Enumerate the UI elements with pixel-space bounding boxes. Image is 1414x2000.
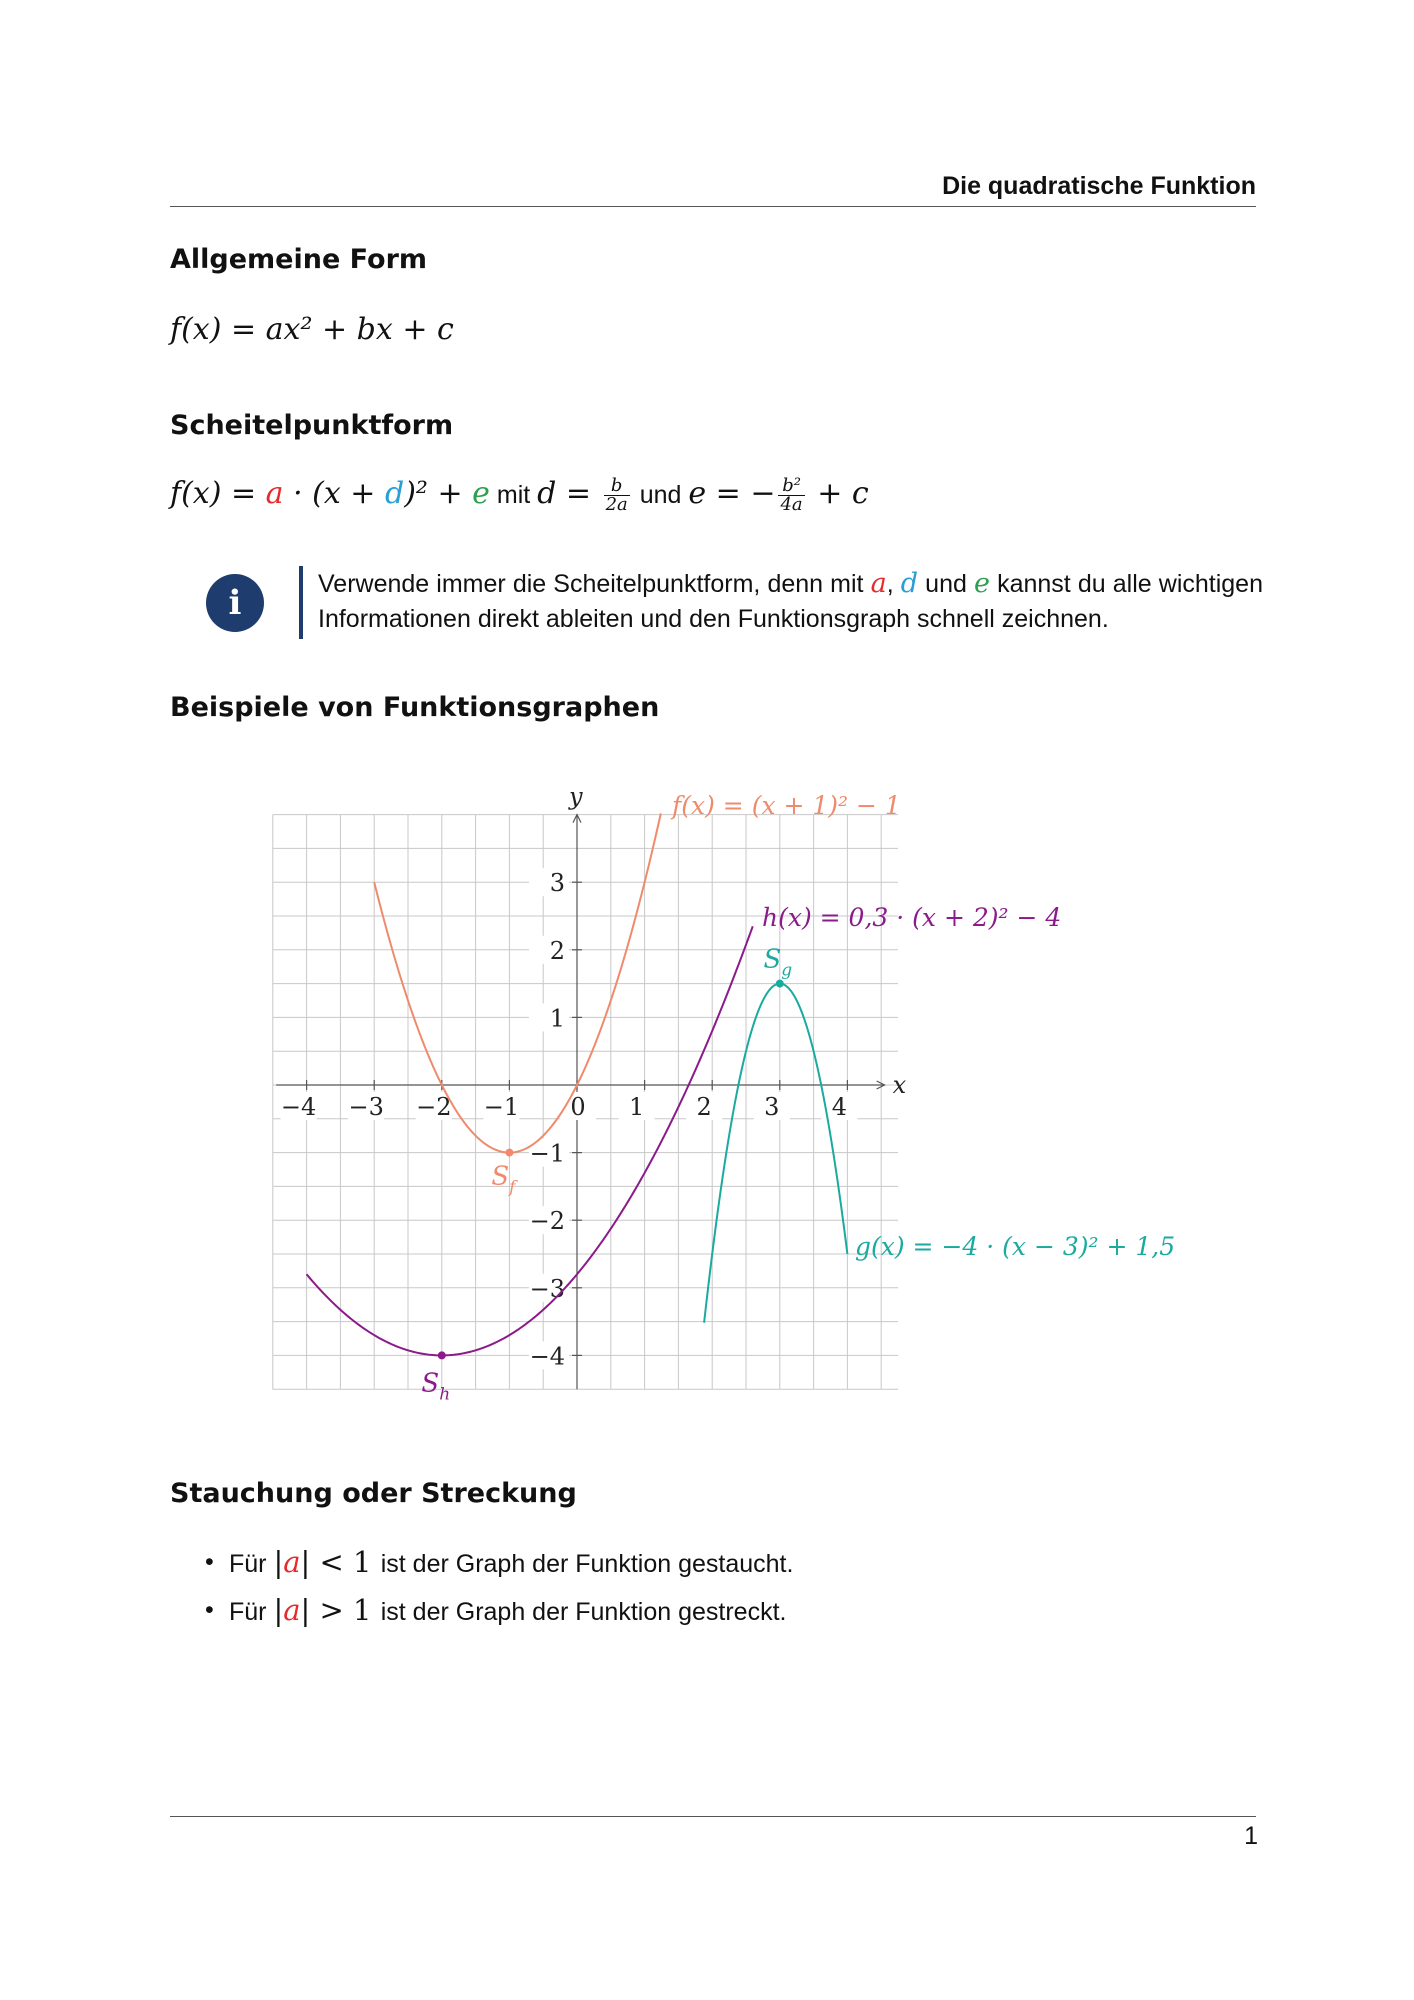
vf-f: f(x) =	[170, 476, 266, 511]
vertex-label: $S_g$	[763, 944, 793, 981]
x-tick-label: −4	[280, 1093, 317, 1121]
y-tick-label: −4	[529, 1342, 565, 1371]
vf-d: d	[384, 476, 405, 511]
item-rel: < 1	[310, 1545, 381, 1579]
item-post: ist der Graph der Funktion gestreckt.	[380, 1598, 787, 1626]
list-item	[205, 1586, 793, 1634]
abs-close: |	[300, 1545, 311, 1579]
vf-a: a	[265, 476, 284, 511]
heading-stretch: Stauchung oder Streckung	[170, 1478, 577, 1509]
vf-e: e	[472, 476, 490, 511]
vf-dot: · (x +	[283, 476, 385, 511]
stretch-list	[205, 1538, 793, 1634]
x-tick-label: 3	[764, 1093, 780, 1121]
series-label: h(x) = 0,3 · (x + 2)² − 4	[762, 903, 1062, 932]
x-tick-label: 2	[696, 1093, 712, 1121]
item-a: a	[283, 1593, 301, 1627]
info-und: und	[918, 570, 974, 598]
info-d: d	[900, 568, 919, 599]
vf-d-num: b	[604, 477, 630, 496]
vertex-label-sub: h	[439, 1384, 451, 1405]
item-pre: Für	[229, 1598, 274, 1626]
page-title: Die quadratische Funktion	[942, 172, 1256, 200]
y-axis-label: y	[569, 782, 583, 811]
list-item	[205, 1538, 793, 1586]
info-a: a	[870, 568, 887, 599]
vertex-label: $S_h$	[421, 1368, 451, 1405]
x-tick-label: −1	[483, 1093, 520, 1121]
abs-close: |	[300, 1593, 311, 1627]
series-line	[704, 984, 847, 1323]
info-text-part1: Verwende immer die Scheitelpunktform, denn mit	[318, 570, 871, 598]
x-axis-label: x	[892, 1071, 907, 1099]
x-tick-label: −3	[348, 1093, 384, 1121]
vertex-label-sub: f	[509, 1177, 516, 1198]
page-footer	[170, 1816, 1256, 1817]
heading-general-form: Allgemeine Form	[170, 244, 428, 275]
info-comma: ,	[886, 570, 901, 598]
vf-e-eq: e = −	[688, 476, 776, 511]
vf-plus-c: + c	[807, 476, 869, 511]
vertex-point	[776, 980, 784, 988]
vf-und: und	[632, 481, 689, 509]
vf-sq: )² +	[404, 476, 473, 511]
vf-e-num: b²	[778, 477, 804, 496]
formula-lhs: f(x) =	[170, 312, 266, 347]
vertex-point	[438, 1351, 446, 1359]
formula-rhs: ax² + bx + c	[265, 312, 454, 347]
vertex-label-sub: g	[781, 960, 793, 981]
y-tick-label: −1	[529, 1139, 565, 1168]
y-tick-label: −2	[529, 1207, 565, 1236]
series-label: g(x) = −4 · (x − 3)² + 1,5	[855, 1232, 1176, 1261]
vf-d-den: 2a	[605, 493, 628, 515]
vertex-label: $S_f$	[491, 1162, 518, 1198]
item-pre: Für	[229, 1550, 274, 1578]
item-post: ist der Graph der Funktion gestaucht.	[380, 1550, 794, 1578]
vf-mit: mit	[489, 481, 538, 509]
item-rel: > 1	[310, 1593, 381, 1627]
vf-d-eq: d =	[537, 476, 601, 511]
abs-open: |	[273, 1593, 284, 1627]
page-number: 1	[1244, 1822, 1258, 1850]
vertex-point	[505, 1149, 513, 1157]
x-tick-label: −2	[416, 1093, 452, 1121]
info-icon: i	[206, 574, 264, 632]
y-tick-label: 3	[549, 869, 565, 898]
x-tick-label: 0	[570, 1093, 586, 1121]
x-tick-label: 1	[628, 1093, 645, 1121]
info-text-part2: kannst du alle wichtigen Informationen direkt ableiten und den Funktionsgraph schnell zeichnen.	[318, 570, 1263, 633]
series-label: f(x) = (x + 1)² − 1	[672, 791, 901, 820]
info-e: e	[973, 568, 990, 599]
y-tick-label: 2	[549, 936, 565, 965]
y-tick-label: −3	[529, 1274, 565, 1303]
x-tick-label: 4	[831, 1093, 848, 1121]
heading-vertex-form: Scheitelpunktform	[170, 410, 454, 441]
vf-e-den: 4a	[780, 493, 803, 515]
y-tick-label: 1	[549, 1004, 565, 1033]
item-a: a	[283, 1545, 301, 1579]
heading-examples: Beispiele von Funktionsgraphen	[170, 692, 660, 723]
abs-open: |	[273, 1545, 284, 1579]
